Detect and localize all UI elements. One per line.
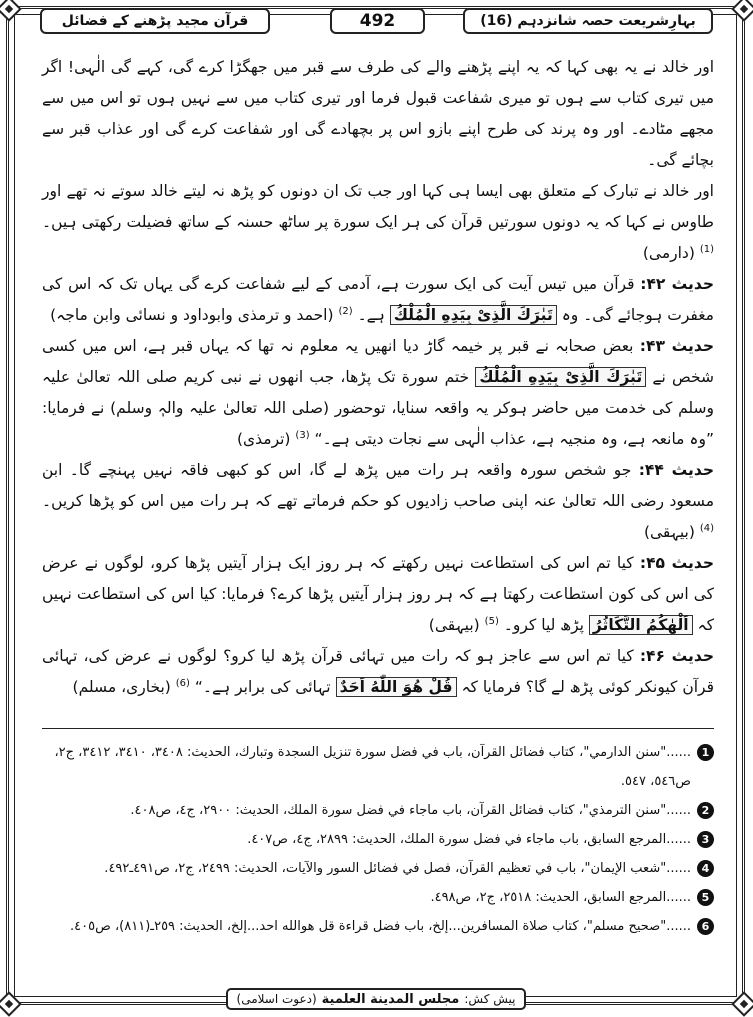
footnote-item: 3 ......المرجع السابق، باب ماجاء في فضل سورة الملك، الحديث: ٢٨٩٩، ج٤، ص٤٠٧. [42,825,714,854]
footnote-ref: (2) [338,305,353,317]
source-ref: (ترمذی) [236,430,291,448]
hadith-label: حدیث ۴۴: [638,461,714,479]
quran-ayah: اَلْهٰكُمُ التَّكَاثُرُ [589,615,693,635]
source-ref: (احمد و ترمذی وابوداود و نسائی وابن ماجہ) [50,306,334,324]
book-title: بہارِشریعت حصہ شانزدہم (16) [463,8,713,34]
quran-ayah: قُلْ هُوَ اللّٰهُ اَحَدٌ [336,677,457,697]
publisher-footer: پیش کش: مجلس المدینة العلمیة (دعوت اسلامی) [226,988,526,1010]
footnote-ref: (6) [175,677,190,689]
hadith-label: حدیث ۴۳: [639,337,714,355]
footnote-item: 5 ......المرجع السابق، الحديث: ٢٥١٨، ج٢، ص٤٩٨. [42,883,714,912]
footnote-number: 4 [697,860,714,877]
footnote-number: 3 [697,831,714,848]
hadith-42: حدیث ۴۲: قرآن میں تیس آیت کی ایک سورت ہے، آدمی کے لیے شفاعت کرے گی یہاں تک کہ اس کی مغفرت ہوجائے گی۔ وہ تَبٰرَكَ الَّذِیْ بِیَدِهِ الْمُلْكُ ہے۔ $^{(2)}$ (احمد و ترمذی وابوداود و نسائی وابن ماجہ) [42,275,714,324]
footnote-item: 1 ......"سنن الدارمي"، كتاب فضائل القرآن، باب في فضل سورة تنزيل السجدة وتبارك، الحديث: ٣٤٠٨، ٣٤١٠، ٣٤١٢، ج٢، ص٥٤٦، ٥٤٧. [42,738,714,796]
footnote-item: 2 ......"سنن الترمذي"، كتاب فضائل القرآن، باب ماجاء في فضل سورة الملك، الحديث: ٢٩٠٠، ج٤، ص٤٠٨. [42,796,714,825]
hadith-label: حدیث ۴۵: [639,554,715,572]
hadith-label: حدیث ۴۲: [640,275,714,293]
footnote-divider [42,728,714,729]
source-ref: (بیہقی) [428,616,480,634]
footnote-ref: (5) [484,615,499,627]
source-ref: (دارمی) [642,244,695,262]
main-text [42,52,714,703]
page-header [40,6,713,40]
chapter-title: قرآن مجید پڑھنے کے فضائل [40,8,270,34]
footnote-item: 6 ......"صحيح مسلم"، كتاب صلاة المسافرين...إلخ، باب فضل قراءة قل هوالله احد...إلخ، الحديث: ٢٥٩ـ(٨١١)، ص٤٠٥. [42,912,714,941]
quran-ayah: تَبٰرَكَ الَّذِیْ بِیَدِهِ الْمُلْكُ [390,305,557,325]
source-ref: (بیہقی) [643,523,695,541]
footnote-ref: (3) [295,429,310,441]
source-ref: (بخاری، مسلم) [72,678,171,696]
hadith-46: حدیث ۴۶: کیا تم اس سے عاجز ہو کہ رات میں تہائی قرآن پڑھ لیا کرو؟ لوگوں نے عرض کی، تہائی قرآن کیونکر کوئی پڑھ لے گا؟ فرمایا کہ قُلْ هُوَ اللّٰهُ اَحَدٌ تہائی کی برابر ہے۔“ $^{(6)}$ (بخاری، مسلم) [42,647,714,696]
publisher-name: مجلس المدینة العلمیة [321,991,460,1007]
footnote-item: 4 ......"شعب الإيمان"، باب في تعظيم القرآن، فصل في فضائل السور والآيات، الحديث: ٢٤٩٩، ج٢، ص٤٩١ـ٤٩٢. [42,854,714,883]
footnote-number: 2 [697,802,714,819]
paragraph: اور خالد نے تبارک کے متعلق بھی ایسا ہی کہا اور جب تک ان دونوں کو پڑھ نہ لیتے خالد سوتے نہ تھے اور طاوس نے کہا کہ یہ دونوں سورتیں قرآن کی ہر ایک سورة پر ساٹھ حسنہ کے ساتھ فضیلت رکھتی ہیں۔ $^{(1)}$ (دارمی) [42,182,714,262]
quran-ayah: تَبٰرَكَ الَّذِیْ بِیَدِهِ الْمُلْكُ [475,367,646,387]
hadith-label: حدیث ۴۶: [639,647,714,665]
page-number: 492 [330,8,425,34]
footnote-number: 6 [697,918,714,935]
paragraph: اور خالد نے یہ بھی کہا کہ یہ اپنے پڑھنے والے کی طرف سے قبر میں جھگڑا کرے گی، کہے گی الٰہی! اگر میں تیری کتاب سے ہوں تو میری شفاعت قبول فرما اور تیری کتاب میں سے نہیں ہوں تو اس میں سے مجھے مٹادے۔ اور وہ پرند کی طرح اپنے بازو اس پر بچھادے گی اور شفاعت کرے گی اور عذاب قبر سے بچائے گی۔ [42,58,714,169]
hadith-43: حدیث ۴۳: بعض صحابہ نے قبر پر خیمہ گاڑ دیا انھیں یہ معلوم نہ تھا کہ یہاں قبر ہے، اس میں کسی شخص نے تَبٰرَكَ الَّذِیْ بِیَدِهِ الْمُلْكُ ختم سورة تک پڑھا، جب انھوں نے نبی کریم صلی اللہ تعالیٰ علیہ وسلم کی خدمت میں حاضر ہوکر یہ واقعہ سنایا، توحضور (صلی اللہ تعالیٰ علیہ والہٖ وسلم) نے فرمایا: ”وہ مانعہ ہے، وہ منجیہ ہے، عذاب الٰہی سے نجات دیتی ہے۔“ $^{(3)}$ (ترمذی) [42,337,714,448]
footnote-number: 1 [697,744,714,761]
footnote-ref: (1) [699,243,714,255]
footnotes [42,738,714,941]
footnote-number: 5 [697,889,714,906]
hadith-45: حدیث ۴۵: کیا تم اس کی استطاعت نہیں رکھتے کہ ہر روز ایک ہزار آیتیں پڑھا کرو، لوگوں نے عرض کی اس کی کون استطاعت رکھتا ہے کہ ہر روز ہزار آیتیں پڑھا کرے؟ فرمایا: کیا اس کی استطاعت نہیں کہ اَلْهٰكُمُ التَّكَاثُرُ پڑھ لیا کرو۔ $^{(5)}$ (بیہقی) [42,554,715,634]
hadith-44: حدیث ۴۴: جو شخص سورہ واقعہ ہر رات میں پڑھ لے گا، اس کو کبھی فاقہ نہیں پہنچے گا۔ ابن مسعود رضی اللہ تعالیٰ عنہ اپنی صاحب زادیوں کو حکم فرماتے تھے کہ ہر رات میں اس کو پڑھا کریں۔ $^{(4)}$ (بیہقی) [42,461,714,541]
footnote-ref: (4) [699,522,714,534]
